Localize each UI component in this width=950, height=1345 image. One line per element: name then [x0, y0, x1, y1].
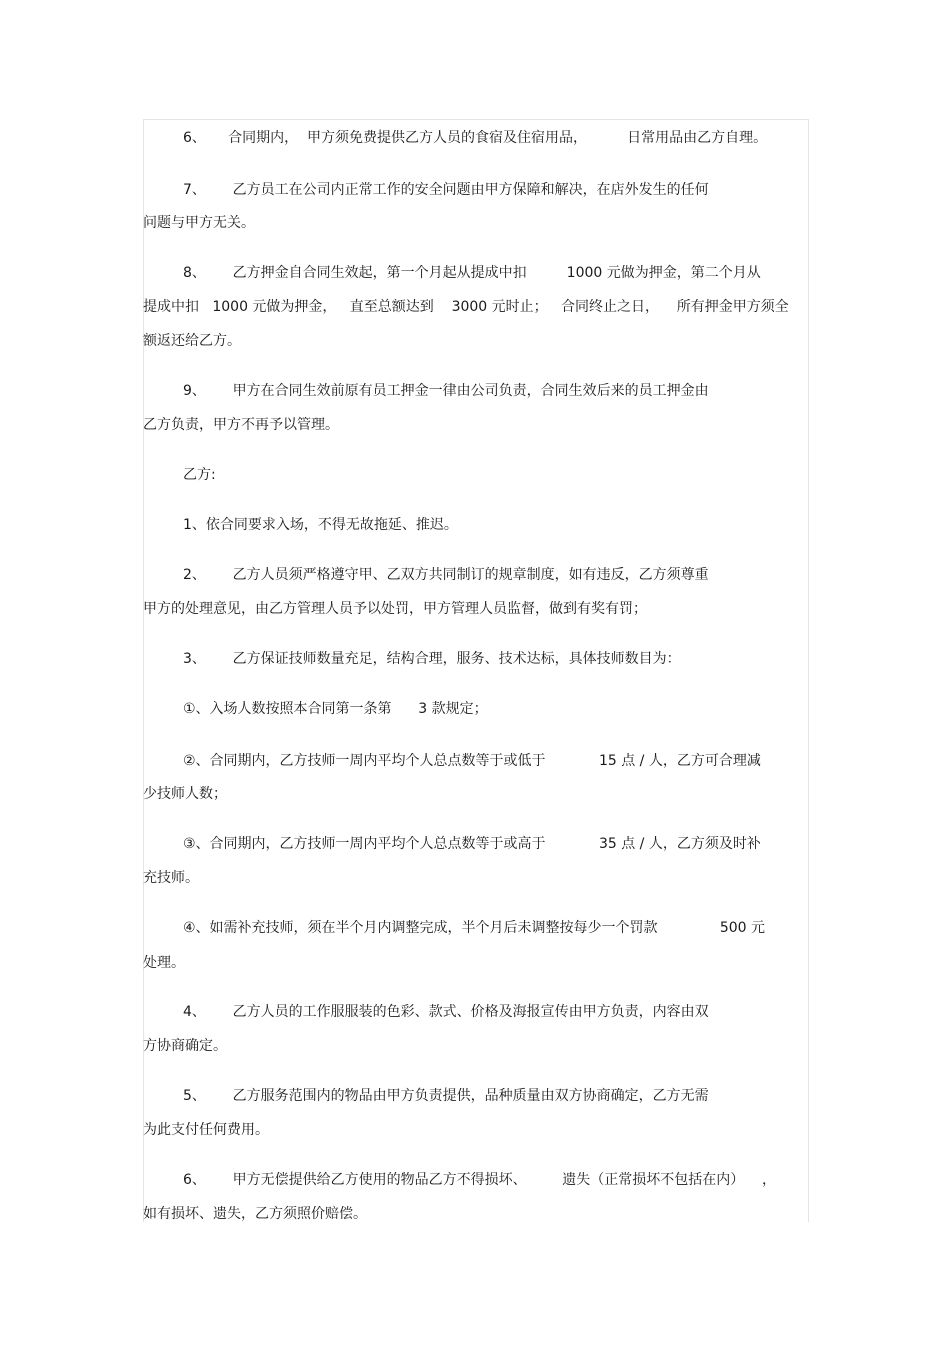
paragraph-line: 乙方负责，甲方不再予以管理。 [143, 417, 339, 433]
sub-item-line: ①、入场人数按照本合同第一条第 3 款规定； [183, 701, 488, 717]
sub-item-line: ④、如需补充技师，须在半个月内调整完成，半个月后未调整按每少一个罚款 500 元 [183, 920, 766, 936]
paragraph-line: 额返还给乙方。 [143, 333, 241, 349]
section-heading: 乙方: [183, 467, 216, 483]
paragraph-line: 处理。 [143, 955, 185, 971]
paragraph-line: 提成中扣 1000 元做为押金， 直至总额达到 3000 元时止； 合同终止之日， 所有押金甲方须全 [143, 299, 789, 315]
paragraph-line: 少技师人数； [143, 786, 227, 802]
paragraph-first-line: 3、 乙方保证技师数量充足，结构合理，服务、技术达标，具体技师数目为： [183, 651, 681, 667]
sub-item-line: ③、合同期内，乙方技师一周内平均个人总点数等于或高于 35 点 / 人，乙方须及时补 [183, 836, 761, 852]
page-frame [143, 119, 809, 1222]
paragraph-line: 如有损坏、遗失，乙方须照价赔偿。 [143, 1206, 367, 1222]
paragraph-first-line: 6、 合同期内， 甲方须免费提供乙方人员的食宿及住宿用品， 日常用品由乙方自理。 [183, 130, 768, 146]
paragraph-first-line: 1、依合同要求入场，不得无故拖延、推迟。 [183, 517, 458, 533]
paragraph-first-line: 9、 甲方在合同生效前原有员工押金一律由公司负责，合同生效后来的员工押金由 [183, 383, 709, 399]
paragraph-first-line: 7、 乙方员工在公司内正常工作的安全问题由甲方保障和解决，在店外发生的任何 [183, 182, 709, 198]
sub-item-line: ②、合同期内，乙方技师一周内平均个人总点数等于或低于 15 点 / 人，乙方可合理减 [183, 753, 761, 769]
paragraph-first-line: 8、 乙方押金自合同生效起，第一个月起从提成中扣 1000 元做为押金，第二个月从 [183, 265, 761, 281]
paragraph-first-line: 4、 乙方人员的工作服服装的色彩、款式、价格及海报宣传由甲方负责，内容由双 [183, 1004, 709, 1020]
paragraph-line: 问题与甲方无关。 [143, 215, 255, 231]
paragraph-first-line: 5、 乙方服务范围内的物品由甲方负责提供，品种质量由双方协商确定，乙方无需 [183, 1088, 709, 1104]
paragraph-first-line: 6、 甲方无偿提供给乙方使用的物品乙方不得损坏、 遗失（正常损坏不包括在内） ， [183, 1172, 777, 1188]
paragraph-first-line: 2、 乙方人员须严格遵守甲、乙双方共同制订的规章制度，如有违反，乙方须尊重 [183, 567, 709, 583]
paragraph-line: 方协商确定。 [143, 1038, 227, 1054]
paragraph-line: 为此支付任何费用。 [143, 1122, 269, 1138]
paragraph-line: 甲方的处理意见，由乙方管理人员予以处罚，甲方管理人员监督，做到有奖有罚； [143, 601, 647, 617]
paragraph-line: 充技师。 [143, 870, 199, 886]
